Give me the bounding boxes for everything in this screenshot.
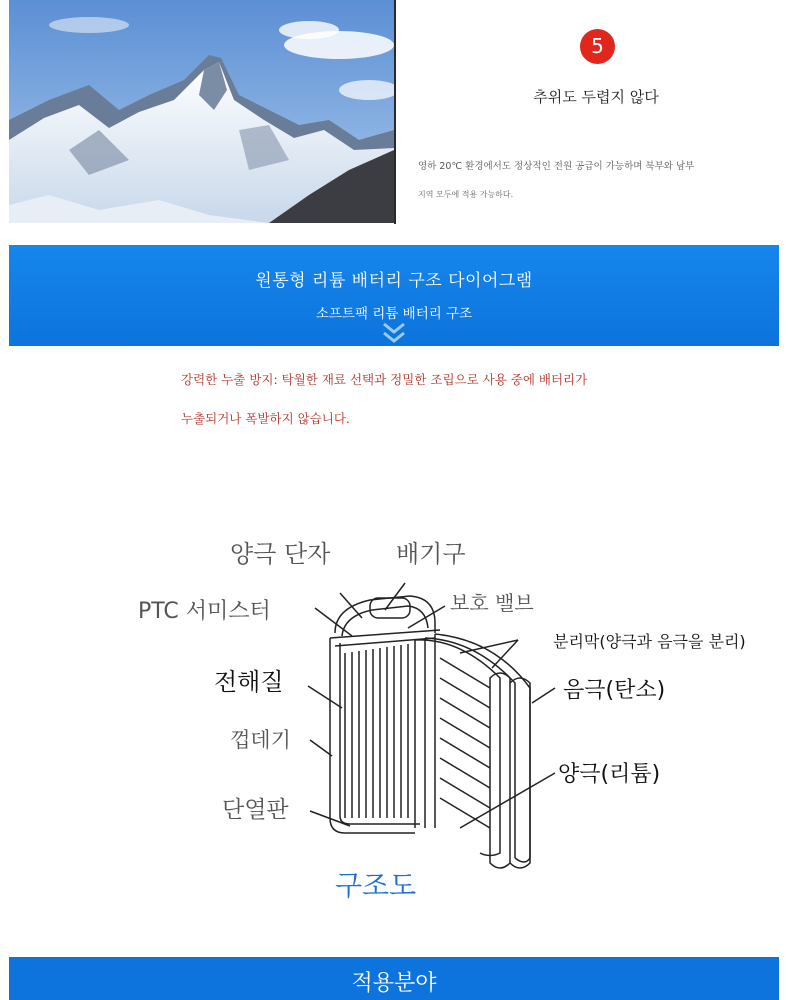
leak-text-line1: 강력한 누출 방지: 탁월한 재료 선택과 정밀한 조립으로 사용 중에 배터리가: [181, 372, 588, 387]
feature-title: 추위도 두렵지 않다: [533, 88, 659, 106]
structure-banner: [9, 245, 779, 346]
label-valve: 보호 밸브: [450, 591, 534, 615]
leak-text-line2: 누출되거나 폭발하지 않습니다.: [181, 411, 350, 426]
feature-description-line1: 영하 20℃ 환경에서도 정상적인 전원 공급이 가능하며 북부와 남부: [418, 161, 695, 172]
feature-description-line2: 지역 모두에 적용 가능하다.: [418, 190, 514, 199]
label-vent: 배기구: [396, 540, 466, 568]
mountain-photo: [9, 0, 394, 223]
banner-title: 원통형 리튬 배터리 구조 다이어그램: [255, 271, 533, 291]
label-negative: 음극(탄소): [563, 678, 666, 703]
battery-diagram: [130, 528, 770, 908]
application-banner: [9, 957, 779, 1000]
application-banner-title: 적용분야: [351, 971, 437, 996]
label-insulator: 단열판: [222, 797, 289, 823]
divider-line: [394, 0, 396, 224]
label-positive-terminal: 양극 단자: [230, 540, 331, 568]
number-badge: 5: [580, 29, 615, 64]
label-separator: 분리막(양극과 음극을 분리): [553, 632, 746, 651]
chevron-down-icon: [381, 321, 407, 345]
label-ptc: PTC 서미스터: [138, 599, 271, 624]
banner-subtitle: 소프트팩 리튬 배터리 구조: [315, 306, 473, 322]
label-electrolyte: 전해질: [214, 668, 284, 696]
label-positive: 양극(리튬): [558, 762, 661, 787]
battery-drawing: [130, 528, 770, 908]
mountain-image: [9, 0, 394, 223]
diagram-title: 구조도: [335, 869, 417, 902]
feature-section: [0, 0, 790, 224]
label-shell: 껍데기: [230, 728, 291, 752]
